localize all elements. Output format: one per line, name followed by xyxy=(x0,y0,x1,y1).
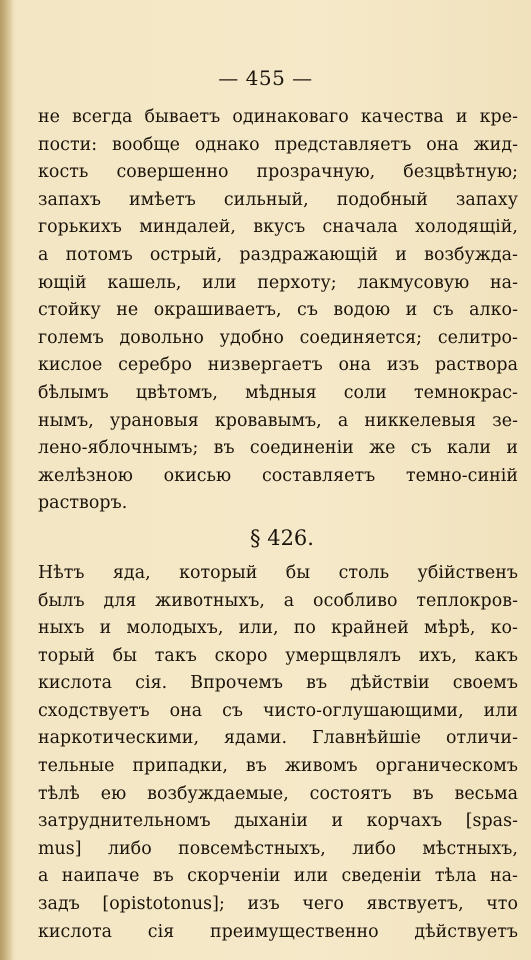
text-line: тѣлѣ ею возбуждаемые, состоятъ въ весьма xyxy=(38,783,518,804)
text-line: не всегда бываетъ одинаковаго качества и кре- xyxy=(38,107,518,127)
text-line: лено-яблочнымъ; въ соединеніи же съ кали и xyxy=(38,438,518,459)
text-line: кислота сія преимущественно дѣйствуетъ xyxy=(38,921,518,942)
text-line: затруднительномъ дыханіи и корчахъ [spas- xyxy=(38,811,518,832)
text-line: пости: вообще однако представляетъ она жид- xyxy=(38,134,518,155)
text-line: ныхъ и молодыхъ, или, по крайней мѣрѣ, ко- xyxy=(38,618,518,639)
text-line: былъ для животныхъ, а особливо теплокров- xyxy=(38,590,518,611)
page-number: — 455 — xyxy=(218,66,313,90)
text-block xyxy=(38,104,518,946)
text-line: mus] либо повсемѣстныхъ, либо мѣстныхъ, xyxy=(38,838,518,859)
text-line: а потомъ острый, раздражающій и возбужда- xyxy=(38,244,518,265)
binding-shadow xyxy=(0,0,14,960)
text-line: кислота сія. Впрочемъ въ дѣйствіи своемъ xyxy=(38,673,518,694)
paragraph-2 xyxy=(38,560,518,946)
text-line: торый бы такъ скоро умерщвлялъ ихъ, какъ xyxy=(38,645,518,666)
text-line: запахъ имѣетъ сильный, подобный запаху xyxy=(38,189,518,210)
paragraph-1 xyxy=(38,104,518,518)
text-line: сходствуетъ она съ чисто-оглушающими, или xyxy=(38,700,518,721)
text-line: стойку не окрашиваетъ, съ водою и съ алко- xyxy=(38,300,518,321)
section-heading: § 426. xyxy=(250,525,314,550)
text-line: големъ довольно удобно соединяется; селитро- xyxy=(38,327,518,348)
text-line: ющій кашель, или перхоту; лакмусовую на- xyxy=(38,272,518,293)
text-line: нымъ, урановыя кровавымъ, а никкелевыя зе- xyxy=(38,410,518,431)
text-line: тельные припадки, въ живомъ органическомъ xyxy=(38,756,518,777)
text-line: растворъ. xyxy=(38,493,128,514)
text-line: кость совершенно прозрачную, безцвѣтную; xyxy=(38,162,518,183)
text-line: Нѣтъ яда, который бы столь убійственъ xyxy=(38,562,518,583)
text-line: задъ [opistotonus]; изъ чего явствуетъ, что xyxy=(38,894,518,915)
text-line: горькихъ миндалей, вкусъ сначала холодящій, xyxy=(38,217,518,238)
text-line: а наипаче въ скорченіи или сведеніи тѣла на- xyxy=(38,866,518,887)
text-line: наркотическими, ядами. Главнѣйшіе отличи- xyxy=(38,728,518,749)
text-line: кислое серебро низвергаетъ она изъ раствора xyxy=(38,355,518,376)
text-line: бѣлымъ цвѣтомъ, мѣдныя соли темнокрас- xyxy=(38,382,518,403)
text-line: желѣзною окисью составляетъ темно-синій xyxy=(38,465,518,486)
